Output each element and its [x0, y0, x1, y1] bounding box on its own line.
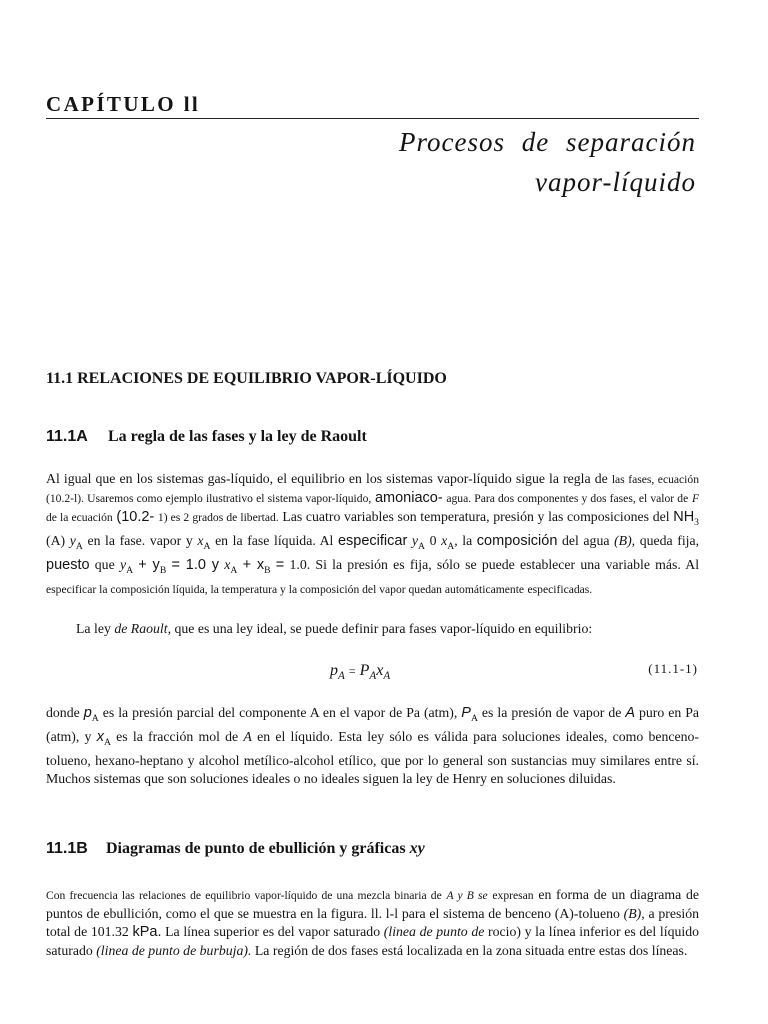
paragraph-boiling-point-diagram: Con frecuencia las relaciones de equilibrio vapor-líquido de una mezcla binaria de A y B se expresan en forma de un diagrama de puntos de ebullición, como el que se muestra en la figura. ll. l-l para el sistema de benceno (A)-tolueno (B), a presión total de 101.32 kPa. La línea superior es del vapor saturado (linea de punto de rocio) y la línea inferior es del líquido saturado (linea de punto de burbuja). La región de dos fases está localizada en la zona situada entre estas dos líneas. — [46, 887, 700, 958]
paragraph-phase-rule: Al igual que en los sistemas gas-líquido, el equilibrio en los sistemas vapor-líquido sigue la regla de las fases, ecuación (10.2-l). Usaremos como ejemplo ilustrativo el sistema vapor-líquido, amoniaco- agua. Para dos componentes y dos fases, el valor de F de la ecuación (10.2- 1) es 2 grados de libertad. Las cuatro variables son temperatura, presión y las composiciones del $NH_3$ (A) $y_A$ en la fase. vapor y $x_A$ en la fase líquida. Al especificar $y_A$ 0 $x_A$, la composición del agua (B), queda fija, puesto que $y_A + y_B = 1.0$ y $x_A + x_B = 1.0$. Si la presión es fija, sólo se puede establecer una variable más. Al especificar la composición líquida, la temperatura y la composición del vapor quedan automáticamente especificadas. — [46, 471, 700, 597]
chapter-label: CAPÍTULO ll — [46, 92, 201, 116]
chapter-title-line-2: vapor-líquido — [535, 167, 696, 197]
subsection-heading-a — [46, 428, 367, 446]
paragraph-raoult-definitions: donde $p_A$ es la presión parcial del componente A en el vapor de Pa (atm), $P_A$ es la presión de vapor de A puro en Pa (atm), y $x_A$ es la fracción mol de A en el líquido. Esta ley sólo es válida para soluciones ideales, como benceno-tolueno, hexano-heptano y alcohol metílico-alcohol etílico, que por lo general son sustancias muy similares entre sí. Muchos sistemas que son soluciones ideales o no ideales siguen la ley de Henry en soluciones diluidas. — [46, 705, 700, 787]
subsection-title-italic: xy — [409, 840, 425, 857]
subsection-title: Diagramas de punto de ebullición y gráficas — [106, 840, 406, 857]
section-heading: 11.1 RELACIONES DE EQUILIBRIO VAPOR-LÍQUIDO — [46, 370, 447, 387]
equation-number: (11.1-1) — [648, 661, 698, 676]
subsection-heading-b — [46, 840, 425, 858]
subsection-title: La regla de las fases y la ley de Raoult — [108, 428, 367, 445]
subsection-number: 11.1B — [46, 840, 88, 857]
paragraph-raoult-law: La ley de Raoult, que es una ley ideal, se puede definir para fases vapor-líquido en equilibrio: — [76, 621, 593, 636]
chapter-divider — [46, 118, 699, 119]
subsection-number: 11.1A — [46, 428, 88, 445]
chapter-title-line-1: Procesos de separación — [399, 127, 696, 157]
equation-raoult: $p_A = P_Ax_A$ — [330, 662, 391, 683]
chapter-title — [276, 122, 696, 202]
